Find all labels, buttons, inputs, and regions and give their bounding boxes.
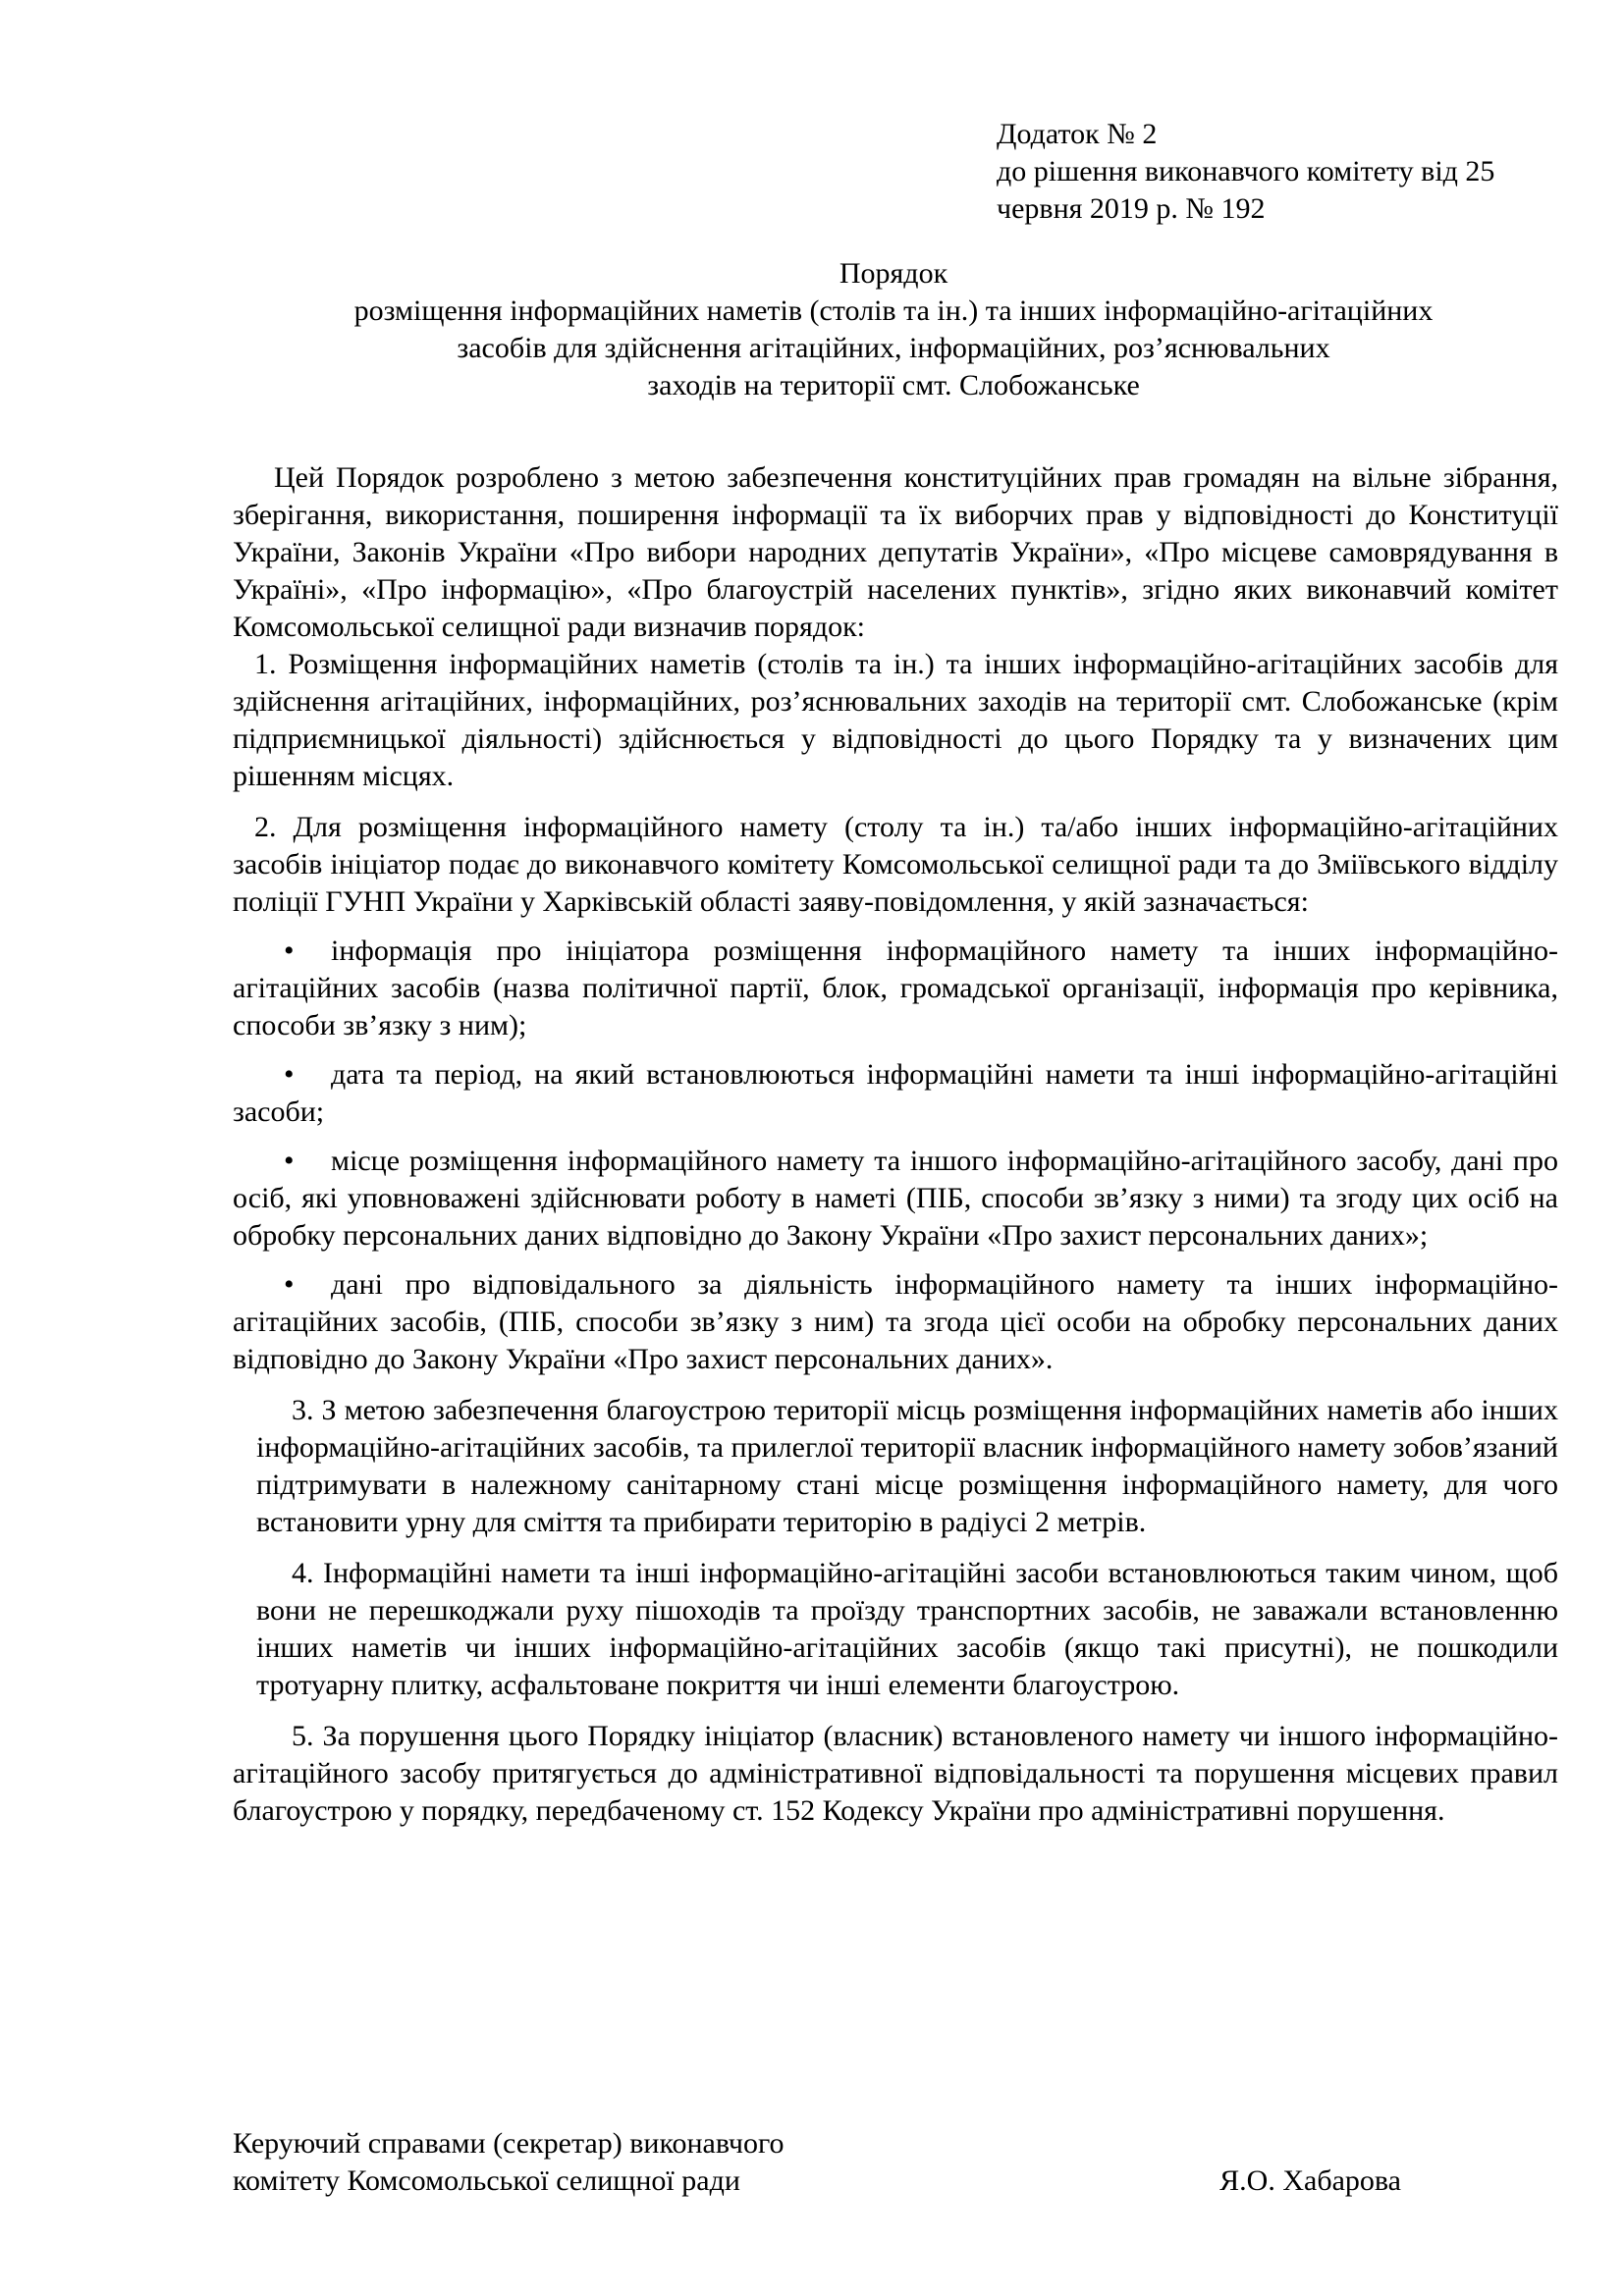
bullet-icon: • [284, 1145, 295, 1177]
document-body [233, 459, 1558, 1830]
title-line-3: засобів для здійснення агітаційних, інформаційних, роз’яснювальних [457, 332, 1330, 364]
annex-date: червня 2019 р. № 192 [997, 192, 1266, 225]
bullet-icon: • [284, 934, 295, 967]
bullet-icon: • [284, 1268, 295, 1301]
annex-header [997, 116, 1586, 228]
title-line-2: розміщення інформаційних наметів (столів та ін.) та інших інформаційно-агітаційних [353, 294, 1434, 327]
annex-number: Додаток № 2 [997, 118, 1158, 150]
item-2: 2. Для розміщення інформаційного намету (столу та ін.) та/або інших інформаційно-агітаційних засобів ініціатор подає до виконавчого комітету Комсомольської селищної ради та до Зміївського відділу поліції ГУНП України у Харківській області заяву-повідомлення, у якій зазначається: [233, 811, 1558, 918]
bullet-text: інформація про ініціатора розміщення інформаційного намету та інших інформаційно-агітаційних засобів (назва політичної партії, блок, громадської організації, інформація про керівника, способи зв’язку з ним); [233, 934, 1558, 1041]
bullet-text: дата та період, на який встановлюються інформаційні намети та інші інформаційно-агітаційні засоби; [233, 1058, 1558, 1128]
signature-position-line-1: Керуючий справами (секретар) виконавчого [233, 2127, 785, 2160]
item-1: 1. Розміщення інформаційних наметів (столів та ін.) та інших інформаційно-агітаційних засобів для здійснення агітаційних, інформаційних, роз’яснювальних заходів на території смт. Слобожанське (крім підприємницької діяльності) здійснюється у відповідності до цього Порядку та у визначених цим рішенням місцях. [233, 648, 1558, 792]
bullet-item-4 [233, 1266, 1558, 1378]
bullet-text: місце розміщення інформаційного намету та іншого інформаційно-агітаційного засобу, дані про осіб, які уповноважені здійснювати роботу в наметі (ПІБ, способи зв’язку з ними) та згоду цих осіб на обробку персональних даних відповідно до Закону України «Про захист персональних даних»; [233, 1145, 1558, 1252]
signature-block [233, 2125, 1558, 2200]
signature-name: Я.О. Хабарова [1219, 2164, 1401, 2197]
bullet-icon: • [284, 1058, 295, 1091]
annex-decision: до рішення виконавчого комітету від 25 [997, 155, 1495, 187]
title-line-4: заходів на території смт. Слобожанське [647, 369, 1140, 401]
bullet-text: дані про відповідального за діяльність інформаційного намету та інших інформаційно-агітаційних засобів, (ПІБ, способи зв’язку з ним) та згода цієї особи на обробку персональних даних відповідно до Закону України «Про захист персональних даних». [233, 1268, 1558, 1375]
item-3: 3. З метою забезпечення благоустрою території місць розміщення інформаційних наметів або інших інформаційно-агітаційних засобів, та прилеглої території власник інформаційного намету зобов’язаний підтримувати в належному санітарному стані місце розміщення інформаційного намету, для чого встановити урну для сміття та прибирати територію в радіусі 2 метрів. [256, 1394, 1558, 1538]
item-5: 5. За порушення цього Порядку ініціатор (власник) встановленого намету чи іншого інформаційно-агітаційного засобу притягується до адміністративної відповідальності та порушення місцевих правил благоустрою у порядку, передбаченому ст. 152 Кодексу України про адміністративні порушення. [233, 1720, 1558, 1827]
signature-position-line-2: комітету Комсомольської селищної ради [233, 2164, 740, 2197]
title-line-1: Порядок [839, 257, 948, 290]
bullet-item-2 [233, 1056, 1558, 1131]
document-title [196, 255, 1591, 404]
bullet-item-1 [233, 933, 1558, 1044]
bullet-item-3 [233, 1143, 1558, 1255]
item-4: 4. Інформаційні намети та інші інформаційно-агітаційні засоби встановлюються таким чином, щоб вони не перешкоджали руху пішоходів та проїзду транспортних засобів, не заважали встановленню інших наметів чи інших інформаційно-агітаційних засобів (якщо такі присутні), не пошкодили тротуарну плитку, асфальтоване покриття чи інші елементи благоустрою. [256, 1557, 1558, 1701]
intro-paragraph: Цей Порядок розроблено з метою забезпечення конституційних прав громадян на вільне зібрання, зберігання, використання, поширення інформації та їх виборчих прав у відповідності до Конституції України, Законів України «Про вибори народних депутатів України», «Про місцеве самоврядування в Україні», «Про інформацію», «Про благоустрій населених пунктів», згідно яких виконавчий комітет Комсомольської селищної ради визначив порядок: [233, 461, 1558, 643]
